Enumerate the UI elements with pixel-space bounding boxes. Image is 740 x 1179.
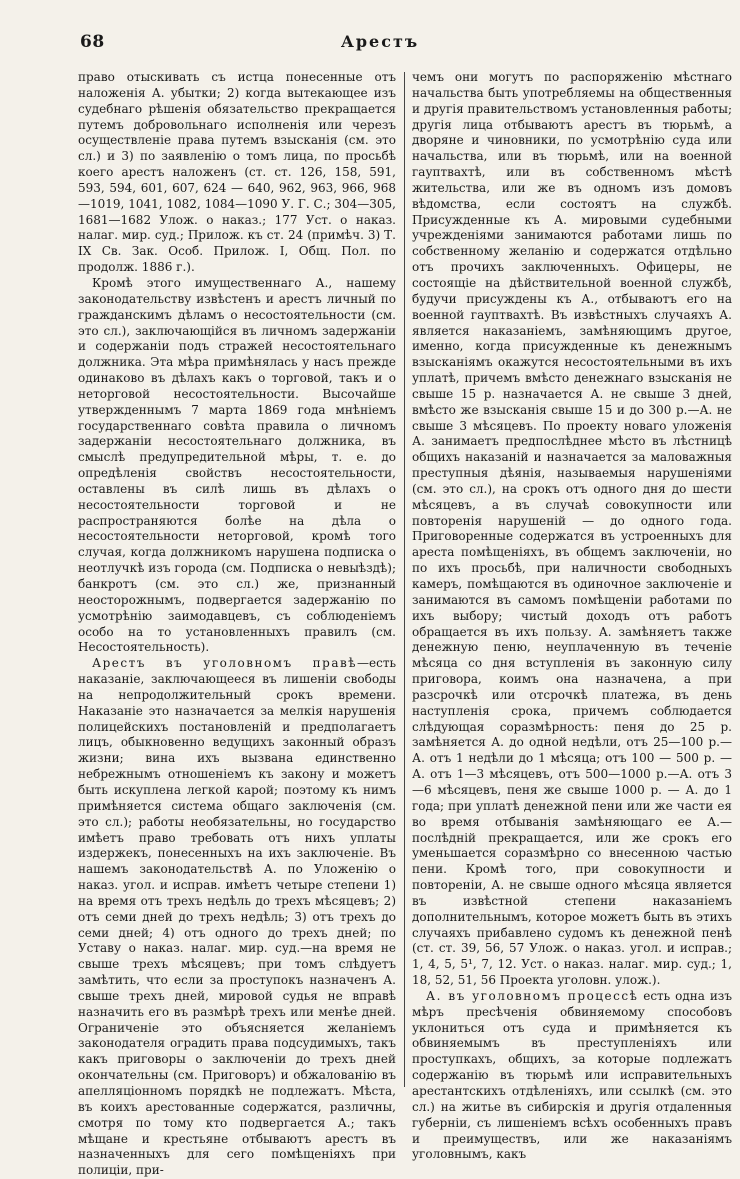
right-paragraph-1: чемъ они могутъ по распоряженію мѣстнаго начальства быть употребляемы на общественныя и другія правительствомъ установленныя работы; другія лица отбываютъ арестъ въ тюрьмѣ, а дворяне и чиновники, по усмотрѣнію суда или начальства, или въ тюрьмѣ, или на военной гауптвахтѣ, или въ собственномъ мѣстѣ жительства, или же въ одномъ изъ домовъ вѣдомства, если состоятъ на службѣ. Присужденные къ А. мировыми судебными учрежденіями занимаются работами лишь по собственному желанію и содержатся отдѣльно отъ прочихъ заключенныхъ. Офицеры, не состоящіе на дѣйствительной военной службѣ, будучи присуждены къ А., отбываютъ его на военной гауптвахтѣ. Въ извѣстныхъ случаяхъ А. является наказаніемъ, замѣняющимъ другое, именно, когда присужденные къ денежнымъ взысканіямъ окажутся несостоятельными въ ихъ уплатѣ, причемъ вмѣсто денежнаго взысканія не свыше 15 р. назначается А. не свыше 3 дней, вмѣсто же взысканія свыше 15 и до 300 р.—А. не свыше 3 мѣсяцевъ. По проекту новаго уложенія А. занимаетъ предпослѣднее мѣсто въ лѣстницѣ общихъ наказаній и назначается за маловажныя преступныя дѣянія, называемыя нарушеніями (см. это сл.), на срокъ отъ одного дня до шести мѣсяцевъ, а въ случаѣ совокупности или повторенія нарушеній — до одного года. Приговоренные содержатся въ устроенныхъ для ареста помѣщеніяхъ, въ общемъ заключеніи, но по ихъ просьбѣ, при наличности свободныхъ камеръ, помѣщаются въ одиночное заключеніе и занимаются въ самомъ помѣщеніи работами по ихъ выбору; чистый доходъ отъ работъ обращается въ ихъ пользу. А. замѣняетъ также денежную пеню, неуплаченную въ теченіе мѣсяца со дня вступленія въ законную силу приговора, коимъ она назначена, а при разсрочкѣ или отсрочкѣ платежа, въ день наступленія срока, причемъ соблюдается слѣдующая соразмѣрность: пеня до 25 р. замѣняется А. до одной недѣли, отъ 25—100 р.—А. отъ 1 недѣли до 1 мѣсяца; отъ 100 — 500 р. — А. отъ 1—3 мѣсяцевъ, отъ 500—1000 р.—А. отъ 3—6 мѣсяцевъ, пеня же свыше 1000 р. — А. до 1 года; при уплатѣ денежной пени или же части ея во время отбыванія замѣняющаго ее А.—послѣдній прекращается, или же срокъ его уменьшается соразмѣрно со внесенною частью пени. Кромѣ того, при совокупности и повтореніи, А. не свыше одного мѣсяца является въ извѣстной степени наказаніемъ дополнительнымъ, которое можетъ быть въ этихъ случаяхъ прибавлено судомъ къ денежной пенѣ (ст. ст. 39, 56, 57 Улож. о наказ. угол. и исправ.; 1, 4, 5, 5¹, 7, 12. Уст. о наказ. налаг. мир. суд.; 1, 18, 52, 51, 56 Проекта уголовн. улож.). xyxy=(412,70,732,988)
left-paragraph-1: право отыскивать съ истца понесенные отъ наложенія А. убытки; 2) когда вытекающее изъ судебнаго рѣшенія обязательство прекращается путемъ добровольнаго исполненія или черезъ осуществленіе права путемъ взысканія (см. это сл.) и 3) по заявленію о томъ лица, по просьбѣ коего арестъ наложенъ (ст. ст. 126, 158, 591, 593, 594, 601, 607, 624 — 640, 962, 963, 966, 968—1019, 1041, 1082, 1084—1090 У. Г. С.; 304—305, 1681—1682 Улож. о наказ.; 177 Уст. о наказ. налаг. мир. суд.; Прилож. къ ст. 24 (примѣч. 3) Т. IX Св. Зак. Особ. Прилож. I, Общ. Пол. по продолж. 1886 г.). xyxy=(78,70,396,275)
right-paragraph-2-lead: А. въ уголовномъ процессѣ xyxy=(426,988,639,1003)
left-paragraph-3-lead: Арестъ въ уголовномъ правѣ xyxy=(92,656,357,671)
left-paragraph-3 xyxy=(78,656,396,1179)
column-divider xyxy=(404,72,405,1087)
right-paragraph-2 xyxy=(412,989,732,1163)
left-paragraph-3-body: —есть наказаніе, заключающееся въ лишеніи свободы на непродолжительный срокъ времени. Наказаніе это назначается за мелкія нарушенія полицейскихъ постановленій и предполагаетъ лицъ, обыкновенно ведущихъ законный образъ жизни; вина ихъ вызвана единственно небрежнымъ отношеніемъ къ закону и можетъ быть искуплена легкой карой; поэтому къ нимъ примѣняется система общаго заключенія (см. это сл.); работы необязательны, но государство имѣетъ право требовать отъ нихъ уплаты издержекъ, понесенныхъ на ихъ заключеніе. Въ нашемъ законодательствѣ А. по Уложенію о наказ. угол. и исправ. имѣетъ четыре степени 1) на время отъ трехъ недѣль до трехъ мѣсяцевъ; 2) отъ семи дней до трехъ недѣль; 3) отъ трехъ до семи дней; 4) отъ одного до трехъ дней; по Уставу о наказ. налаг. мир. суд.—на время не свыше трехъ мѣсяцевъ; при томъ слѣдуетъ замѣтить, что если за проступокъ назначенъ А. свыше трехъ дней, мировой судья не вправѣ назначить его въ размѣрѣ трехъ или менѣе дней. Ограниченіе это объясняется желаніемъ законодателя оградить права подсудимыхъ, такъ какъ приговоры о заключеніи до трехъ дней окончательны (см. Приговоръ) и обжалованію въ апелляціонномъ порядкѣ не подлежатъ. Мѣста, въ коихъ арестованные содержатся, различны, смотря по тому кто подвергается А.; такъ мѣщане и крестьяне отбываютъ арестъ въ назначенныхъ для сего помѣщеніяхъ при полиціи, при- xyxy=(78,656,396,1178)
right-column xyxy=(412,70,732,1162)
right-paragraph-2-body: есть одна изъ мѣръ пресѣченія обвиняемому способовъ уклониться отъ суда и примѣняется къ обвиняемымъ въ преступленіяхъ или проступкахъ, общихъ, за которые подлежатъ содержанію въ тюрьмѣ или исправительныхъ арестантскихъ отдѣленіяхъ, или ссылкѣ (см. это сл.) на житье въ сибирскія и другія отдаленныя губерніи, съ лишеніемъ всѣхъ особенныхъ правъ и преимуществъ, или же наказаніямъ уголовнымъ, какъ xyxy=(412,988,732,1162)
left-paragraph-2: Кромѣ этого имущественнаго А., нашему законодательству извѣстенъ и арестъ личный по гражданскимъ дѣламъ о несостоятельности (см. это сл.), заключающійся въ личномъ задержаніи и содержаніи подъ стражей несостоятельнаго должника. Эта мѣра примѣнялась у насъ прежде одинаково въ дѣлахъ какъ о торговой, такъ и о неторговой несостоятельности. Высочайше утвержденнымъ 7 марта 1869 года мнѣніемъ государственнаго совѣта правила о личномъ задержаніи несостоятельнаго должника, въ смыслѣ предупредительной мѣры, т. е. до опредѣленія свойствъ несостоятельности, оставлены въ силѣ лишь въ дѣлахъ о несостоятельности торговой и не распространяются болѣе на дѣла о несостоятельности неторговой, кромѣ того случая, когда должникомъ нарушена подписка о неотлучкѣ изъ города (см. Подписка о невыѣздѣ); банкротъ (см. это сл.) же, признанный неосторожнымъ, подвергается задержанію по усмотрѣнію заимодавцевъ, съ соблюденіемъ особо на то установленныхъ правилъ (см. Несостоятельность). xyxy=(78,275,396,655)
page-number: 68 xyxy=(80,32,105,52)
left-column xyxy=(78,70,396,1178)
running-head: Арестъ xyxy=(340,32,420,51)
